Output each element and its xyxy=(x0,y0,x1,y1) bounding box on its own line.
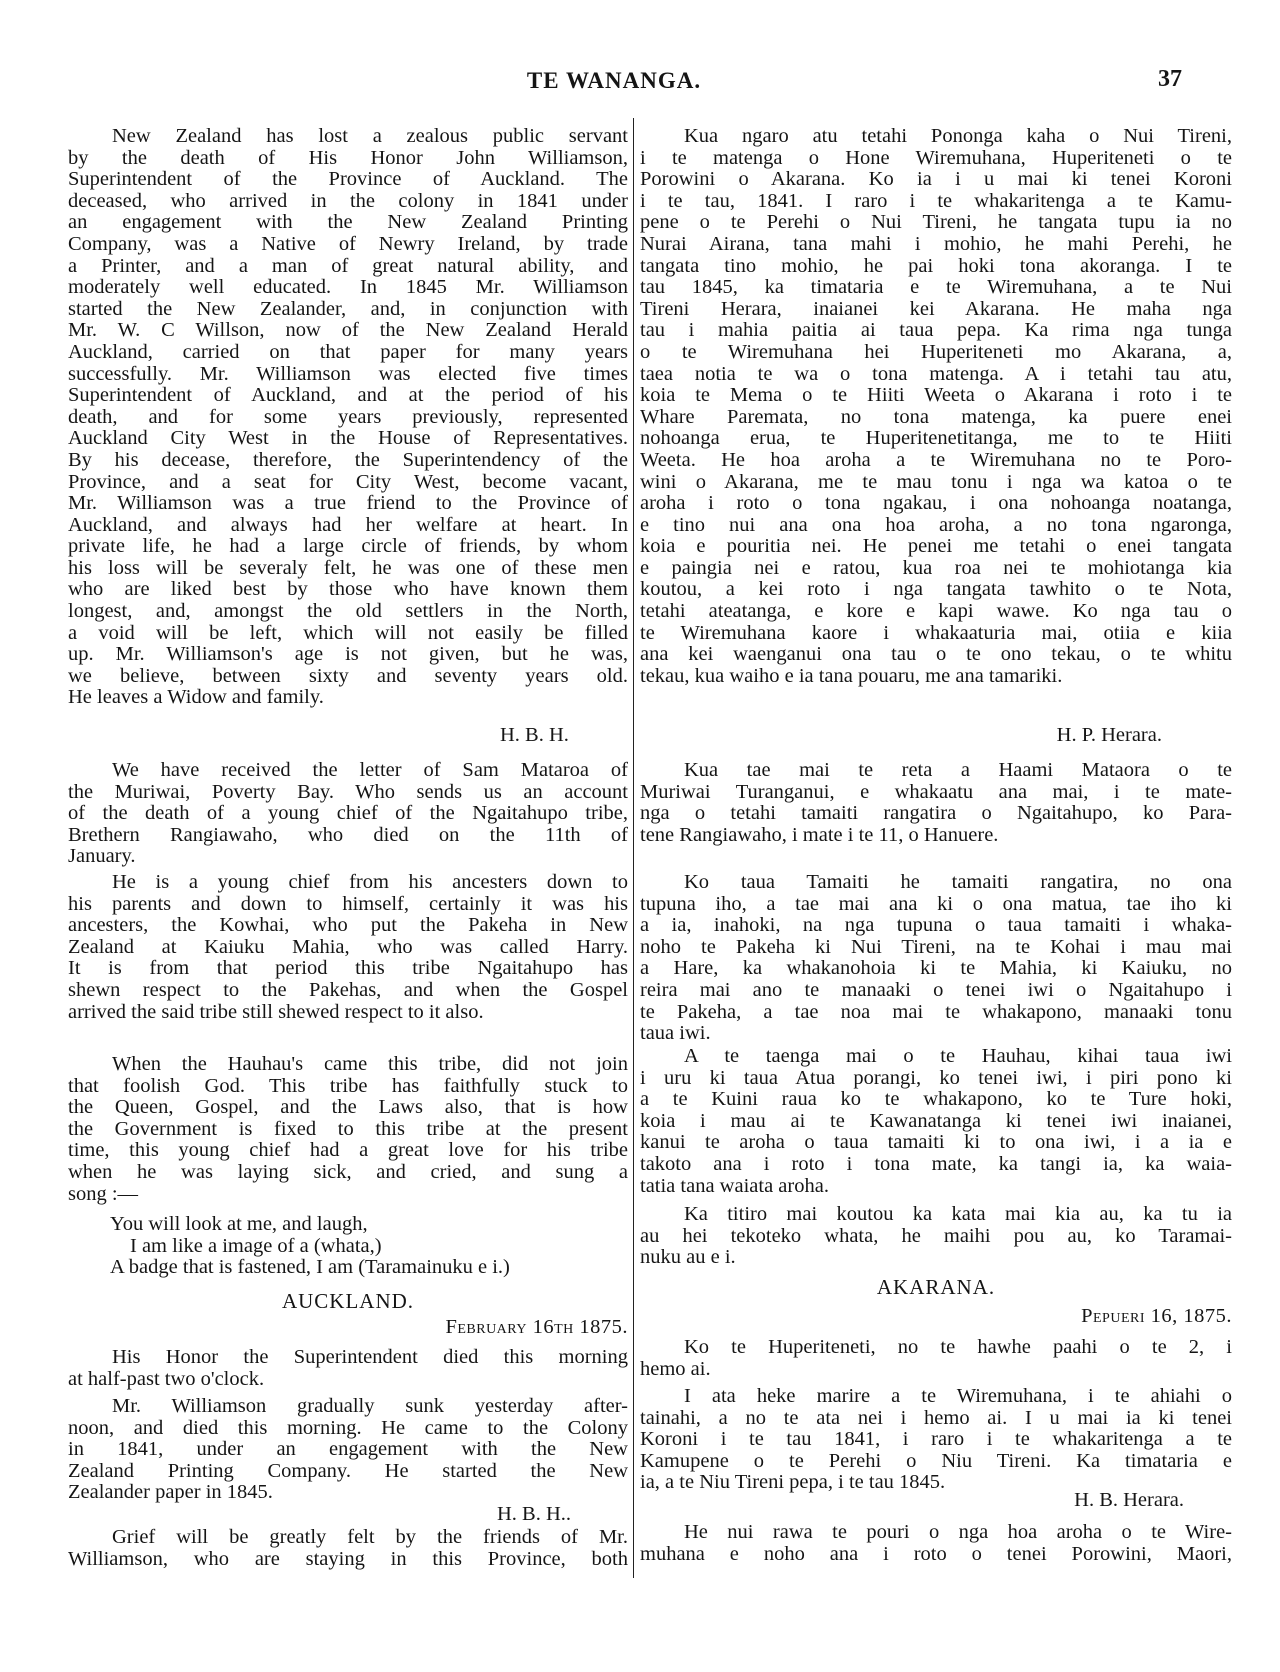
text-line: tetahi ateatanga, e kore e kapi wawe. Ko nga tau o xyxy=(640,600,1232,623)
text-line: koia e pouritia nei. He penei me tetahi o enei tangata xyxy=(640,535,1232,558)
text-line: arrived the said tribe still shewed respect to it also. xyxy=(68,1000,484,1023)
text-line: ia, a te Niu Tireni pepa, i te tau 1845. xyxy=(640,1471,946,1494)
text-line: moderately well educated. In 1845 Mr. Williamson xyxy=(68,276,628,299)
text-line: Nurai Airana, tana mahi i mohio, he mahi Perehi, he xyxy=(640,232,1232,255)
text-line: e tino nui ana ona hoa aroha, a no tona ngaronga, xyxy=(640,513,1232,536)
newspaper-title: TE WANANGA. xyxy=(526,68,702,93)
text-line: pene o te Perehi o Nui Tireni, he tangata tupu ia no xyxy=(640,211,1232,234)
text-line: He is a young chief from his ancesters down to xyxy=(112,871,628,893)
author-signature: H. B. Herara. xyxy=(1074,1489,1184,1511)
text-line: taua iwi. xyxy=(640,1022,711,1045)
text-line: January. xyxy=(68,845,136,868)
text-line: Auckland City West in the House of Representatives. xyxy=(68,427,628,450)
text-line: nga o tetahi tamaiti rangatira o Ngaitahupo, ko Para- xyxy=(640,802,1232,825)
article-paragraph xyxy=(640,872,1232,1045)
text-line: He nui rawa te pouri o nga hoa aroha o te Wire- xyxy=(684,1521,1232,1543)
column-divider xyxy=(633,118,634,1578)
text-line: We have received the letter of Sam Mataroa of xyxy=(112,759,628,781)
text-line: i te matenga o Hone Wiremuhana, Huperiteneti o te xyxy=(640,146,1232,169)
text-line: a Hare, ka whakanohoia ki te Mahia, ki Kaiuku, no xyxy=(640,957,1232,980)
text-line: ancesters, the Kowhai, who put the Pakeha in New xyxy=(68,914,628,937)
section-heading: AKARANA. xyxy=(876,1275,996,1299)
text-line: His Honor the Superintendent died this morning xyxy=(112,1346,628,1368)
text-line: Superintendent of Auckland, and at the period of his xyxy=(68,384,628,407)
text-line: muhana e noho ana i roto o tenei Porowini, Maori, xyxy=(640,1542,1232,1565)
author-signature: H. B. H.. xyxy=(497,1503,572,1525)
text-line: the Muriwai, Poverty Bay. Who sends us an account xyxy=(68,780,628,803)
text-line: up. Mr. Williamson's age is not given, but he was, xyxy=(68,643,628,666)
text-line: takoto ana i roto i tona mate, ka tangi ia, ka waia- xyxy=(640,1152,1232,1175)
text-line: te Pakeha, a tae noa mai te whakapono, manaaki tonu xyxy=(640,1000,1232,1023)
article-paragraph xyxy=(640,760,1232,846)
dateline: February 16th 1875. xyxy=(445,1316,628,1338)
text-line: e paingia nei e ratou, kua roa nei te mohiotanga kia xyxy=(640,556,1232,579)
text-line: Zealand at Kaiuku Mahia, who was called Harry. xyxy=(68,935,628,958)
text-line: Whare Paremata, no tona matenga, ka puere enei xyxy=(640,405,1232,428)
article-paragraph xyxy=(68,1396,628,1504)
article-paragraph xyxy=(68,872,628,1023)
text-line: i te tau, 1841. I raro i te whakaritenga a te Kamu- xyxy=(640,189,1232,212)
text-line: te Wiremuhana kaore i whakaaturia mai, otiia e kiia xyxy=(640,621,1232,644)
text-line: Mr. W. C Willson, now of the New Zealand Herald xyxy=(68,319,628,342)
text-line: time, this young chief had a great love for his tribe xyxy=(68,1139,628,1162)
text-line: Province, and a seat for City West, become vacant, xyxy=(68,470,628,493)
dateline: Pepueri 16, 1875. xyxy=(1081,1305,1232,1327)
text-line: a te Kuini raua ko te whakapono, ko te Ture hoki, xyxy=(640,1088,1232,1111)
text-line: Koroni i te tau 1841, i raro i te whakaritenga a te xyxy=(640,1428,1232,1451)
section-heading: AUCKLAND. xyxy=(281,1289,415,1313)
article-paragraph xyxy=(68,760,628,868)
article-paragraph xyxy=(640,1204,1232,1269)
text-line: Auckland, and always had her welfare at heart. In xyxy=(68,513,628,536)
article-paragraph xyxy=(68,126,628,709)
text-line: of the death of a young chief of the Ngaitahupo tribe, xyxy=(68,802,628,825)
text-line: tau i mahia paitia ai taua pepa. Ka rima nga tunga xyxy=(640,319,1232,342)
text-line: o te Wiremuhana hei Huperiteneti mo Akarana, a, xyxy=(640,340,1232,363)
song-verse xyxy=(68,1214,628,1279)
text-line: a Printer, and a man of great natural ability, and xyxy=(68,254,628,277)
text-line: Porowini o Akarana. Ko ia i u mai ki tenei Koroni xyxy=(640,168,1232,191)
text-line: Auckland, carried on that paper for many years xyxy=(68,340,628,363)
text-line: Kamupene o te Perehi o Niu Tireni. Ka timataria e xyxy=(640,1449,1232,1472)
text-line: a void will be left, which will not easily be filled xyxy=(68,621,628,644)
text-line: A te taenga mai o te Hauhau, kihai taua iwi xyxy=(684,1045,1232,1067)
text-line: koia te Mema o te Hiiti Weeta o Akarana i roto i te xyxy=(640,384,1232,407)
text-line: Grief will be greatly felt by the friends of Mr. xyxy=(112,1526,628,1548)
text-line: koia i mau ai te Kawanatanga ki tenei iwi inaianei, xyxy=(640,1109,1232,1132)
article-paragraph xyxy=(640,126,1232,687)
text-line: koutou, a kei roto i nga tangata tawhito o te Nota, xyxy=(640,578,1232,601)
text-line: Ka titiro mai koutou ka kata mai kia au, ka tu ia xyxy=(684,1203,1232,1225)
text-line: private life, he had a large circle of friends, by whom xyxy=(68,535,628,558)
text-line: started the New Zealander, and, in conjunction with xyxy=(68,297,628,320)
text-line: He leaves a Widow and family. xyxy=(68,686,324,709)
text-line: a ia, inahoki, na nga tupuna o taua tamaiti i whaka- xyxy=(640,914,1232,937)
text-line: noon, and died this morning. He came to the Colony xyxy=(68,1416,628,1439)
text-line: successfully. Mr. Williamson was elected five times xyxy=(68,362,628,385)
author-signature: H. P. Herara. xyxy=(1056,724,1162,746)
text-line: A badge that is fastened, I am (Taramainuku e i.) xyxy=(110,1256,510,1279)
text-line: when he was laying sick, and cried, and sung a xyxy=(68,1160,628,1183)
article-paragraph xyxy=(640,1337,1232,1380)
text-line: Brethern Rangiawaho, who died on the 11th of xyxy=(68,823,628,846)
text-line: Zealand Printing Company. He started the New xyxy=(68,1459,628,1482)
text-line: the Queen, Gospel, and the Laws also, that is how xyxy=(68,1096,628,1119)
text-line: aroha i roto o tona ngakau, i ona nohoanga noatanga, xyxy=(640,492,1232,515)
text-line: the Government is fixed to this tribe at the present xyxy=(68,1117,628,1140)
text-line: by the death of His Honor John Williamson, xyxy=(68,146,628,169)
article-paragraph xyxy=(640,1386,1232,1494)
text-line: in 1841, under an engagement with the New xyxy=(68,1438,628,1461)
text-line: New Zealand has lost a zealous public servant xyxy=(112,125,628,147)
text-line: an engagement with the New Zealand Printing xyxy=(68,211,628,234)
text-line: Kua ngaro atu tetahi Pononga kaha o Nui Tireni, xyxy=(684,125,1232,147)
text-line: tupuna iho, a tae mai ana ki o ona matua, tae iho ki xyxy=(640,892,1232,915)
text-line: who are liked best by those who have known them xyxy=(68,578,628,601)
text-line: nuku au e i. xyxy=(640,1246,736,1269)
text-line: It is from that period this tribe Ngaitahupo has xyxy=(68,957,628,980)
text-line: noho te Pakeha ki Nui Tireni, na te Kohai i mau mai xyxy=(640,935,1232,958)
text-line: his parents and down to himself, certainly it was his xyxy=(68,892,628,915)
text-line: at half-past two o'clock. xyxy=(68,1367,265,1390)
text-line: Company, was a Native of Newry Ireland, by trade xyxy=(68,232,628,255)
text-line: his loss will be severaly felt, he was one of these men xyxy=(68,556,628,579)
text-line: deceased, who arrived in the colony in 1841 under xyxy=(68,189,628,212)
text-line: Ko taua Tamaiti he tamaiti rangatira, no ona xyxy=(684,871,1232,893)
text-line: Superintendent of the Province of Auckland. The xyxy=(68,168,628,191)
article-paragraph xyxy=(640,1046,1232,1197)
text-line: Mr. Williamson was a true friend to the Province of xyxy=(68,492,628,515)
text-line: You will look at me, and laugh, xyxy=(110,1213,368,1235)
text-line: shewn respect to the Pakehas, and when the Gospel xyxy=(68,978,628,1001)
text-line: i uru ki taua Atua porangi, ko tenei iwi, i piri pono ki xyxy=(640,1066,1232,1089)
text-line: Ko te Huperiteneti, no te hawhe paahi o te 2, i xyxy=(684,1336,1232,1358)
text-line: hemo ai. xyxy=(640,1357,711,1380)
text-line: tekau, kua waiho e ia tana pouaru, me ana tamariki. xyxy=(640,664,1063,687)
page-number: 37 xyxy=(1158,66,1182,92)
text-line: wini o Akarana, me te mau tonu i nga wa katoa o te xyxy=(640,470,1232,493)
text-line: When the Hauhau's came this tribe, did not join xyxy=(112,1053,628,1075)
text-line: Mr. Williamson gradually sunk yesterday after- xyxy=(112,1395,628,1417)
text-line: Williamson, who are staying in this Province, both xyxy=(68,1547,628,1570)
text-line: tangata tino mohio, he pai hoki tona akoranga. I te xyxy=(640,254,1232,277)
text-line: we believe, between sixty and seventy years old. xyxy=(68,664,628,687)
text-line: tene Rangiawaho, i mate i te 11, o Hanuere. xyxy=(640,823,999,846)
text-line: I ata heke marire a te Wiremuhana, i te ahiahi o xyxy=(684,1385,1232,1407)
text-line: Kua tae mai te reta a Haami Mataora o te xyxy=(684,759,1232,781)
text-line: Zealander paper in 1845. xyxy=(68,1481,273,1504)
text-line: By his decease, therefore, the Superintendency of the xyxy=(68,448,628,471)
article-paragraph xyxy=(68,1347,628,1390)
text-line: tau 1845, ka timataria e te Wiremuhana, a te Nui xyxy=(640,276,1232,299)
text-line: that foolish God. This tribe has faithfully stuck to xyxy=(68,1074,628,1097)
article-paragraph xyxy=(68,1054,628,1205)
text-line: au hei tekoteko whata, he maihi pou au, ko Taramai- xyxy=(640,1224,1232,1247)
author-signature: H. B. H. xyxy=(500,724,569,746)
article-paragraph xyxy=(640,1522,1232,1565)
text-line: taea notia te wa o tona matenga. A i tetahi tau atu, xyxy=(640,362,1232,385)
text-line: nohoanga erua, te Huperitenetitanga, me to te Hiiti xyxy=(640,427,1232,450)
text-line: Tireni Herara, inaianei kei Akarana. He maha nga xyxy=(640,297,1232,320)
text-line: ana kei waenganui ona tau o te ono tekau, o te whitu xyxy=(640,643,1232,666)
text-line: kanui te aroha o taua tamaiti ki to ona iwi, i a ia e xyxy=(640,1131,1232,1154)
text-line: tainahi, a no te ata nei i hemo ai. I u mai ia ki tenei xyxy=(640,1406,1232,1429)
text-line: I am like a image of a (whata,) xyxy=(130,1234,382,1257)
text-line: death, and for some years previously, represented xyxy=(68,405,628,428)
text-line: song :— xyxy=(68,1182,139,1205)
text-line: reira mai ano te manaaki o tenei iwi o Ngaitahupo i xyxy=(640,978,1232,1001)
text-line: longest, and, amongst the old settlers in the North, xyxy=(68,600,628,623)
text-line: Muriwai Turanganui, e whakaatu ana mai, i te mate- xyxy=(640,780,1232,803)
article-paragraph xyxy=(68,1527,628,1570)
text-line: Weeta. He hoa aroha a te Wiremuhana no te Poro- xyxy=(640,448,1232,471)
text-line: tatia tana waiata aroha. xyxy=(640,1174,829,1197)
